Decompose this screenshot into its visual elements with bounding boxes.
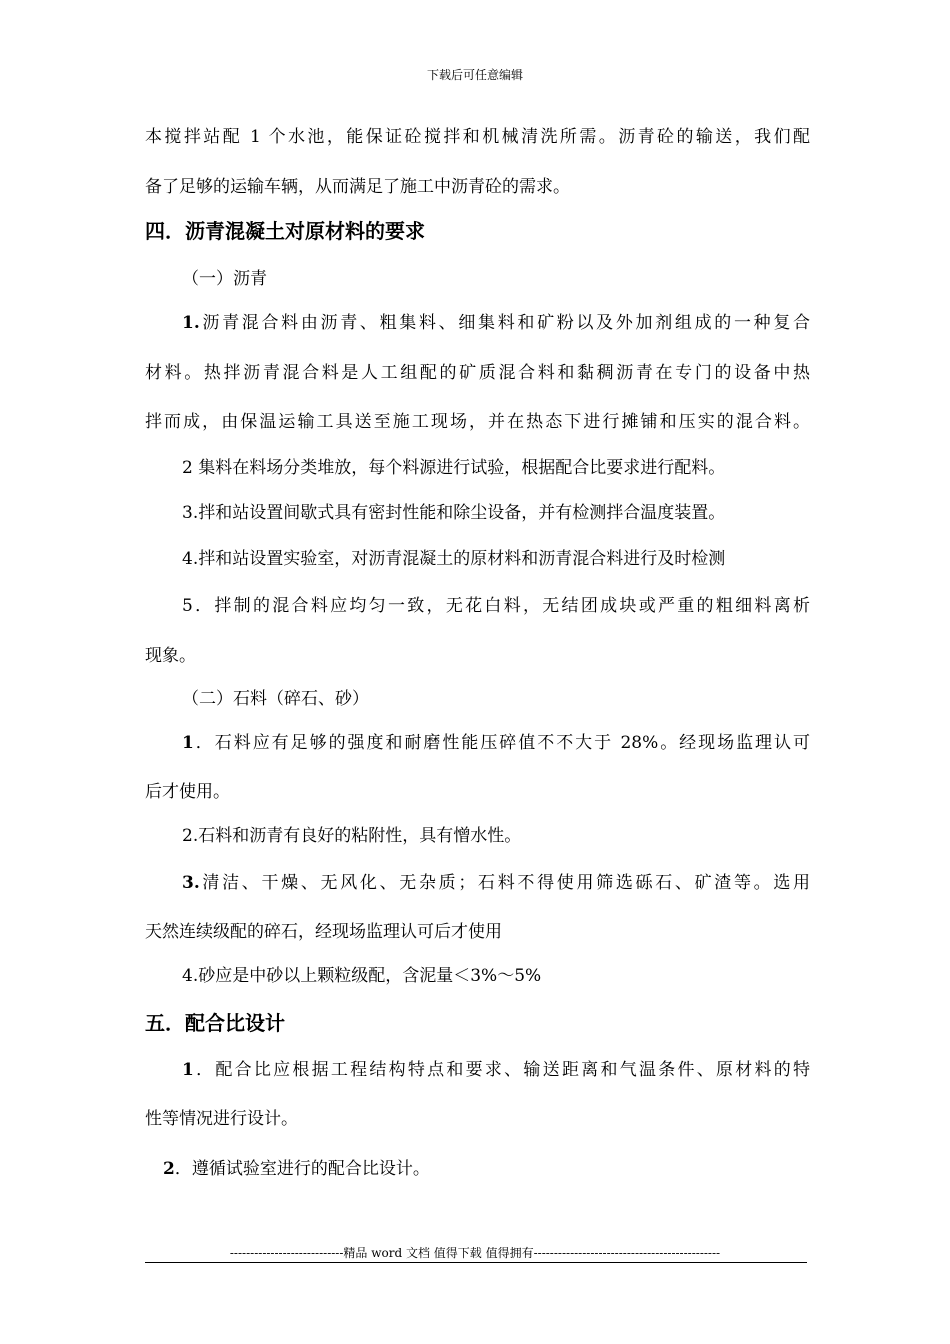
mix-item-2: 2．遵循试验室进行的配合比设计。 (163, 1159, 430, 1179)
stone-item-4: 4.砂应是中砂以上颗粒级配，含泥量＜3%～5% (182, 966, 542, 986)
subsection-stone-title: （二）石料（碎石、砂） (182, 689, 369, 709)
asphalt-item-4: 4.拌和站设置实验室，对沥青混凝土的原材料和沥青混合料进行及时检测 (182, 549, 726, 569)
subsection-asphalt-title: （一）沥青 (182, 269, 267, 289)
asphalt-item-2: 2 集料在料场分类堆放，每个料源进行试验，根据配合比要求进行配料。 (182, 458, 726, 478)
item-number: 2 (163, 1159, 175, 1179)
asphalt-item-5-line-1: 5．拌制的混合料应均匀一致，无花白料，无结团成块或严重的粗细料离析 (182, 596, 810, 616)
stone-item-3-line-2: 天然连续级配的碎石，经现场监理认可后才使用 (145, 922, 502, 942)
asphalt-item-1-line-1: 1.沥青混合料由沥青、粗集料、细集料和矿粉以及外加剂组成的一种复合 (182, 313, 810, 333)
stone-item-2: 2.石料和沥青有良好的粘附性，具有憎水性。 (182, 826, 522, 846)
item-number: 3. (182, 873, 200, 893)
page-header: 下载后可任意编辑 (426, 68, 523, 82)
item-number: 1 (182, 1060, 194, 1080)
page-footer: ----------------------------精品 word 文档 值得下载 值得拥有---------------------------------------------- (229, 1246, 721, 1260)
footer-rule (145, 1262, 807, 1263)
asphalt-item-1-line-2: 材料。热拌沥青混合料是人工组配的矿质混合料和黏稠沥青在专门的设备中热 (145, 363, 810, 383)
section-4-heading: 四．沥青混凝土对原材料的要求 (145, 219, 425, 243)
stone-item-3-line-1: 3.清洁、干燥、无风化、无杂质；石料不得使用筛选砾石、矿渣等。选用 (182, 873, 810, 893)
asphalt-item-5-line-2: 现象。 (145, 646, 196, 666)
stone-item-1-line-2: 后才使用。 (145, 782, 230, 802)
section-5-heading: 五．配合比设计 (145, 1011, 285, 1035)
intro-line-2: 备了足够的运输车辆，从而满足了施工中沥青砼的需求。 (145, 177, 570, 197)
asphalt-item-3: 3.拌和站设置间歇式具有密封性能和除尘设备，并有检测拌合温度装置。 (182, 503, 726, 523)
mix-item-1-line-2: 性等情况进行设计。 (145, 1109, 298, 1129)
mix-item-1-line-1: 1．配合比应根据工程结构特点和要求、输送距离和气温条件、原材料的特 (182, 1060, 810, 1080)
item-number: 1. (182, 313, 200, 333)
asphalt-item-1-line-3: 拌而成，由保温运输工具送至施工现场，并在热态下进行摊铺和压实的混合料。 (145, 412, 810, 432)
intro-line-1: 本搅拌站配 1 个水池，能保证砼搅拌和机械清洗所需。沥青砼的输送，我们配 (145, 127, 810, 147)
item-number: 1 (182, 733, 194, 753)
stone-item-1-line-1: 1．石料应有足够的强度和耐磨性能压碎值不不大于 28%。经现场监理认可 (182, 733, 810, 753)
